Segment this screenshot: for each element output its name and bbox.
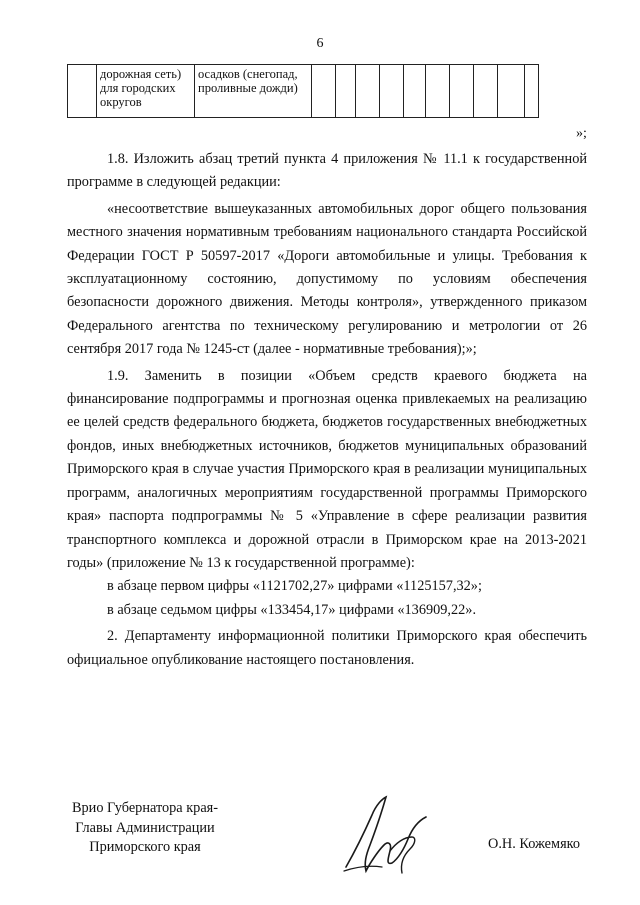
- signatory-title-line: Главы Администрации: [75, 819, 215, 836]
- paragraph-seventh-abzac: в абзаце седьмом цифры «133454,17» цифрами «136909,22».: [107, 601, 477, 618]
- table-cell: дорожная сеть) для городских округов: [97, 65, 195, 118]
- table-cell: [404, 65, 426, 118]
- paragraph-first-abzac: в абзаце первом цифры «1121702,27» цифрами «1125157,32»;: [107, 578, 482, 595]
- paragraph-1-9: 1.9. Заменить в позиции «Объем средств краевого бюджета на финансирование подпрограммы и прогнозная оценка привлекаемых на реализацию ее целей средств федерального бюджета, бюджетов государственных внебюджетных фондов, иных внебюджетных источников, бюджетов муниципальных образований Приморского края в случае участия Приморского края в реализации муниципальных программ, аналогичных мероприятиям государственной программы Приморского края» паспорта подпрограммы № 5 «Управление в сфере реализации развития транспортного комплекса и дорожной отрасли в Приморском крае на 2013-2021 годы» (приложение № 13 к государственной программе):: [67, 367, 587, 571]
- handwritten-signature: [342, 793, 430, 879]
- table-fragment: [67, 64, 539, 118]
- signatory-name: О.Н. Кожемяко: [488, 836, 581, 852]
- table-cell: [68, 65, 97, 118]
- table-cell: осадков (снегопад, проливные дожди): [195, 65, 312, 118]
- signatory-title-line: Приморского края: [89, 839, 201, 855]
- table-cell: [380, 65, 404, 118]
- table-cell: [312, 65, 336, 118]
- table-cell: [426, 65, 450, 118]
- paragraph-quoted-amendment: «несоответствие вышеуказанных автомобильных дорог общего пользования местного значения нормативным требованиям национального стандарта Российской Федерации ГОСТ Р 50597-2017 «Дороги автомобильные и улицы. Требования к эксплуатационному состоянию, допустимому по условиям обеспечения безопасности дорожного движения. Методы контроля», утвержденного приказом Федерального агентства по техническому регулированию и метрологии от 26 сентября 2017 года № 1245-ст (далее - нормативные требования);»;: [67, 200, 587, 358]
- table-row: [68, 65, 539, 118]
- table-cell: [474, 65, 498, 118]
- table-cell: [498, 65, 525, 118]
- document-body: [67, 148, 587, 672]
- paragraph-2: 2. Департаменту информационной политики Приморского края обеспечить официальное опубликование настоящего постановления.: [67, 628, 587, 668]
- table-cell: [450, 65, 474, 118]
- signatory-title-line: Врио Губернатора края-: [72, 800, 218, 816]
- closing-quote-mark: »;: [576, 126, 587, 141]
- signatory-title: [50, 799, 240, 858]
- table-cell: [336, 65, 356, 118]
- table-cell: [356, 65, 380, 118]
- paragraph-1-8: 1.8. Изложить абзац третий пункта 4 приложения № 11.1 к государственной программе в следующей редакции:: [67, 151, 587, 191]
- page-number: 6: [316, 36, 324, 51]
- table-cell: [525, 65, 539, 118]
